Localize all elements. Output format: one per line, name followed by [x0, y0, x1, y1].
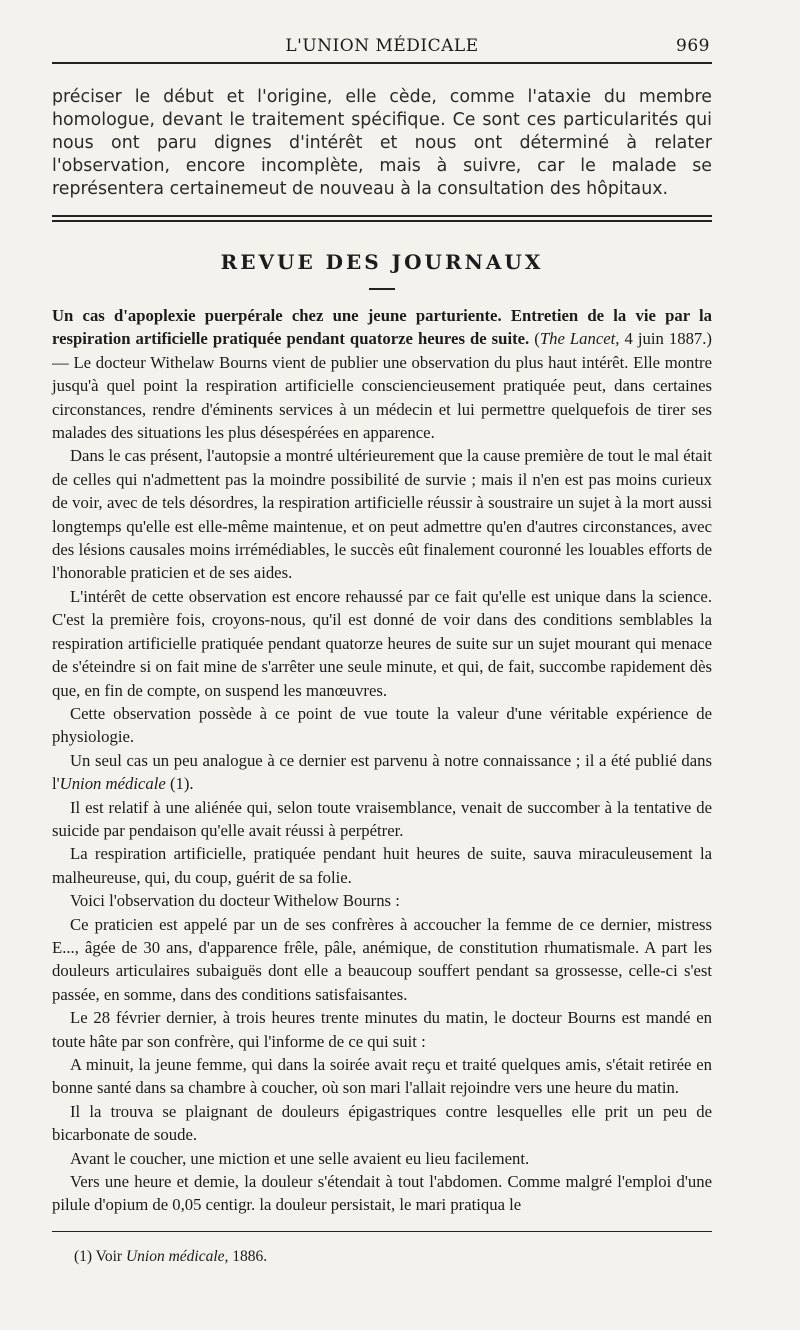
- footnote-year: 1886.: [228, 1247, 268, 1265]
- section-title: REVUE DES JOURNAUX: [220, 250, 544, 274]
- intro-paragraph: [52, 86, 712, 201]
- running-header: [52, 30, 712, 62]
- article-title: Un cas d'apoplexie puerpérale chez une jeune parturiente. Entretien de la vie par la respiration artificielle pratiquée pendant quatorze heures de suite.: [52, 306, 712, 349]
- p5-journal: Union médicale: [59, 774, 166, 794]
- paragraph: La respiration artificielle, pratiquée pendant huit heures de suite, sauva miraculeusement la malheureuse, qui, du coup, guérit de sa folie.: [52, 844, 712, 887]
- p5-ref: (1).: [165, 774, 194, 794]
- paragraph: A minuit, la jeune femme, qui dans la soirée avait reçu et traité quelques amis, s'était retirée en bonne santé dans sa chambre à coucher, où son mari l'allait rejoindre vers une heure du matin.: [52, 1055, 712, 1098]
- page: [52, 30, 712, 1266]
- source-open: (: [529, 329, 540, 349]
- source-journal: The Lancet,: [539, 329, 620, 349]
- footnote-marker: (1) Voir: [74, 1247, 126, 1265]
- paragraph: Le 28 février dernier, à trois heures trente minutes du matin, le docteur Bourns est mandé en toute hâte par son confrère, qui l'informe de ce qui suit :: [52, 1008, 712, 1051]
- paragraph: Voici l'observation du docteur Withelow Bourns :: [70, 891, 400, 911]
- intro-text: préciser le début et l'origine, elle cède, comme l'ataxie du membre homologue, devant le traitement spécifique. Ce sont ces particularités qui nous ont paru dignes d'intérêt et nous ont déterminé à relater l'observation, encore incomplète, mais à suivre, car le malade se représentera certainemeut de nouveau à la consultation des hôpitaux.: [52, 87, 712, 199]
- paragraph: Avant le coucher, une miction et une selle avaient eu lieu facilement.: [70, 1148, 530, 1168]
- article-lead-paragraph: [52, 304, 712, 444]
- paragraph: Vers une heure et demie, la douleur s'étendait à tout l'abdomen. Comme malgré l'emploi d'une pilule d'opium de 0,05 centigr. la douleur persistait, le mari pratiqua le: [52, 1172, 712, 1215]
- p5-text: Un seul cas un peu analogue à ce dernier est parvenu à notre connaissance ; il a été publié dans l': [52, 750, 712, 794]
- footnote: [52, 1248, 712, 1266]
- running-title: L'UNION MÉDICALE: [285, 36, 479, 56]
- section-divider: [52, 215, 712, 222]
- paragraph: [52, 749, 712, 796]
- lead-text: Le docteur Withelaw Bourns vient de publier une observation du plus haut intérêt. Elle montre jusqu'à quel point la respiration artificielle consciencieusement pratiquée peut, dans certaines circonstances, rendre d'éminents services à un médecin et lui permettre quelquefois de tirer ses malades des situations les plus désespérées en apparence.: [52, 352, 713, 443]
- header-rule: [52, 62, 712, 64]
- article-body: [52, 304, 712, 1217]
- footnote-journal: Union médicale,: [125, 1247, 229, 1265]
- paragraph: Dans le cas présent, l'autopsie a montré ultérieurement que la cause première de tout le mal était de celles qui n'admettent pas la moindre possibilité de survie ; mais il n'en est pas moins curieux de voir, avec de tels désordres, la respiration artificielle réussir à soustraire un sujet à la mort aussi longtemps qu'elle est elle-même maintenue, et on peut admettre qu'en d'autres circonstances, avec des lésions causales moins irrémédiables, le succès eût finalement couronné les louables efforts de l'honorable praticien et de ses aides.: [52, 446, 712, 583]
- paragraph: L'intérêt de cette observation est encore rehaussé par ce fait qu'elle est unique dans la science. C'est la première fois, croyons-nous, qu'il est donné de voir dans des conditions semblables la respiration artificielle pratiquée pendant quatorze heures de suite sur un sujet mourant qui menace de s'éteindre si on fait mine de s'arrêter une seule minute, et qui, de fait, succombe rapidement dès que, en fin de compte, on suspend les manœuvres.: [52, 586, 712, 700]
- paragraph: Cette observation possède à ce point de vue toute la valeur d'une véritable expérience de physiologie.: [52, 703, 712, 747]
- source-date: 4 juin 1887.) —: [52, 329, 712, 372]
- title-underline: [369, 288, 395, 290]
- footnote-rule: [52, 1231, 712, 1232]
- paragraph: Il la trouva se plaignant de douleurs épigastriques contre lesquelles elle prit un peu de bicarbonate de soude.: [52, 1101, 712, 1145]
- page-number: 969: [676, 36, 710, 56]
- paragraph: Il est relatif à une aliénée qui, selon toute vraisemblance, venait de succomber à la tentative de suicide par pendaison qu'elle avait réussi à perpétrer.: [52, 797, 712, 840]
- paragraph: Ce praticien est appelé par un de ses confrères à accoucher la femme de ce dernier, mistress E..., âgée de 30 ans, d'apparence frêle, pâle, anémique, de constitution rhumatismale. A part les douleurs articulaires subaiguës dont elle a beaucoup souffert pendant sa grossesse, celle-ci s'est passée, en somme, dans des conditions satisfaisantes.: [52, 914, 712, 1004]
